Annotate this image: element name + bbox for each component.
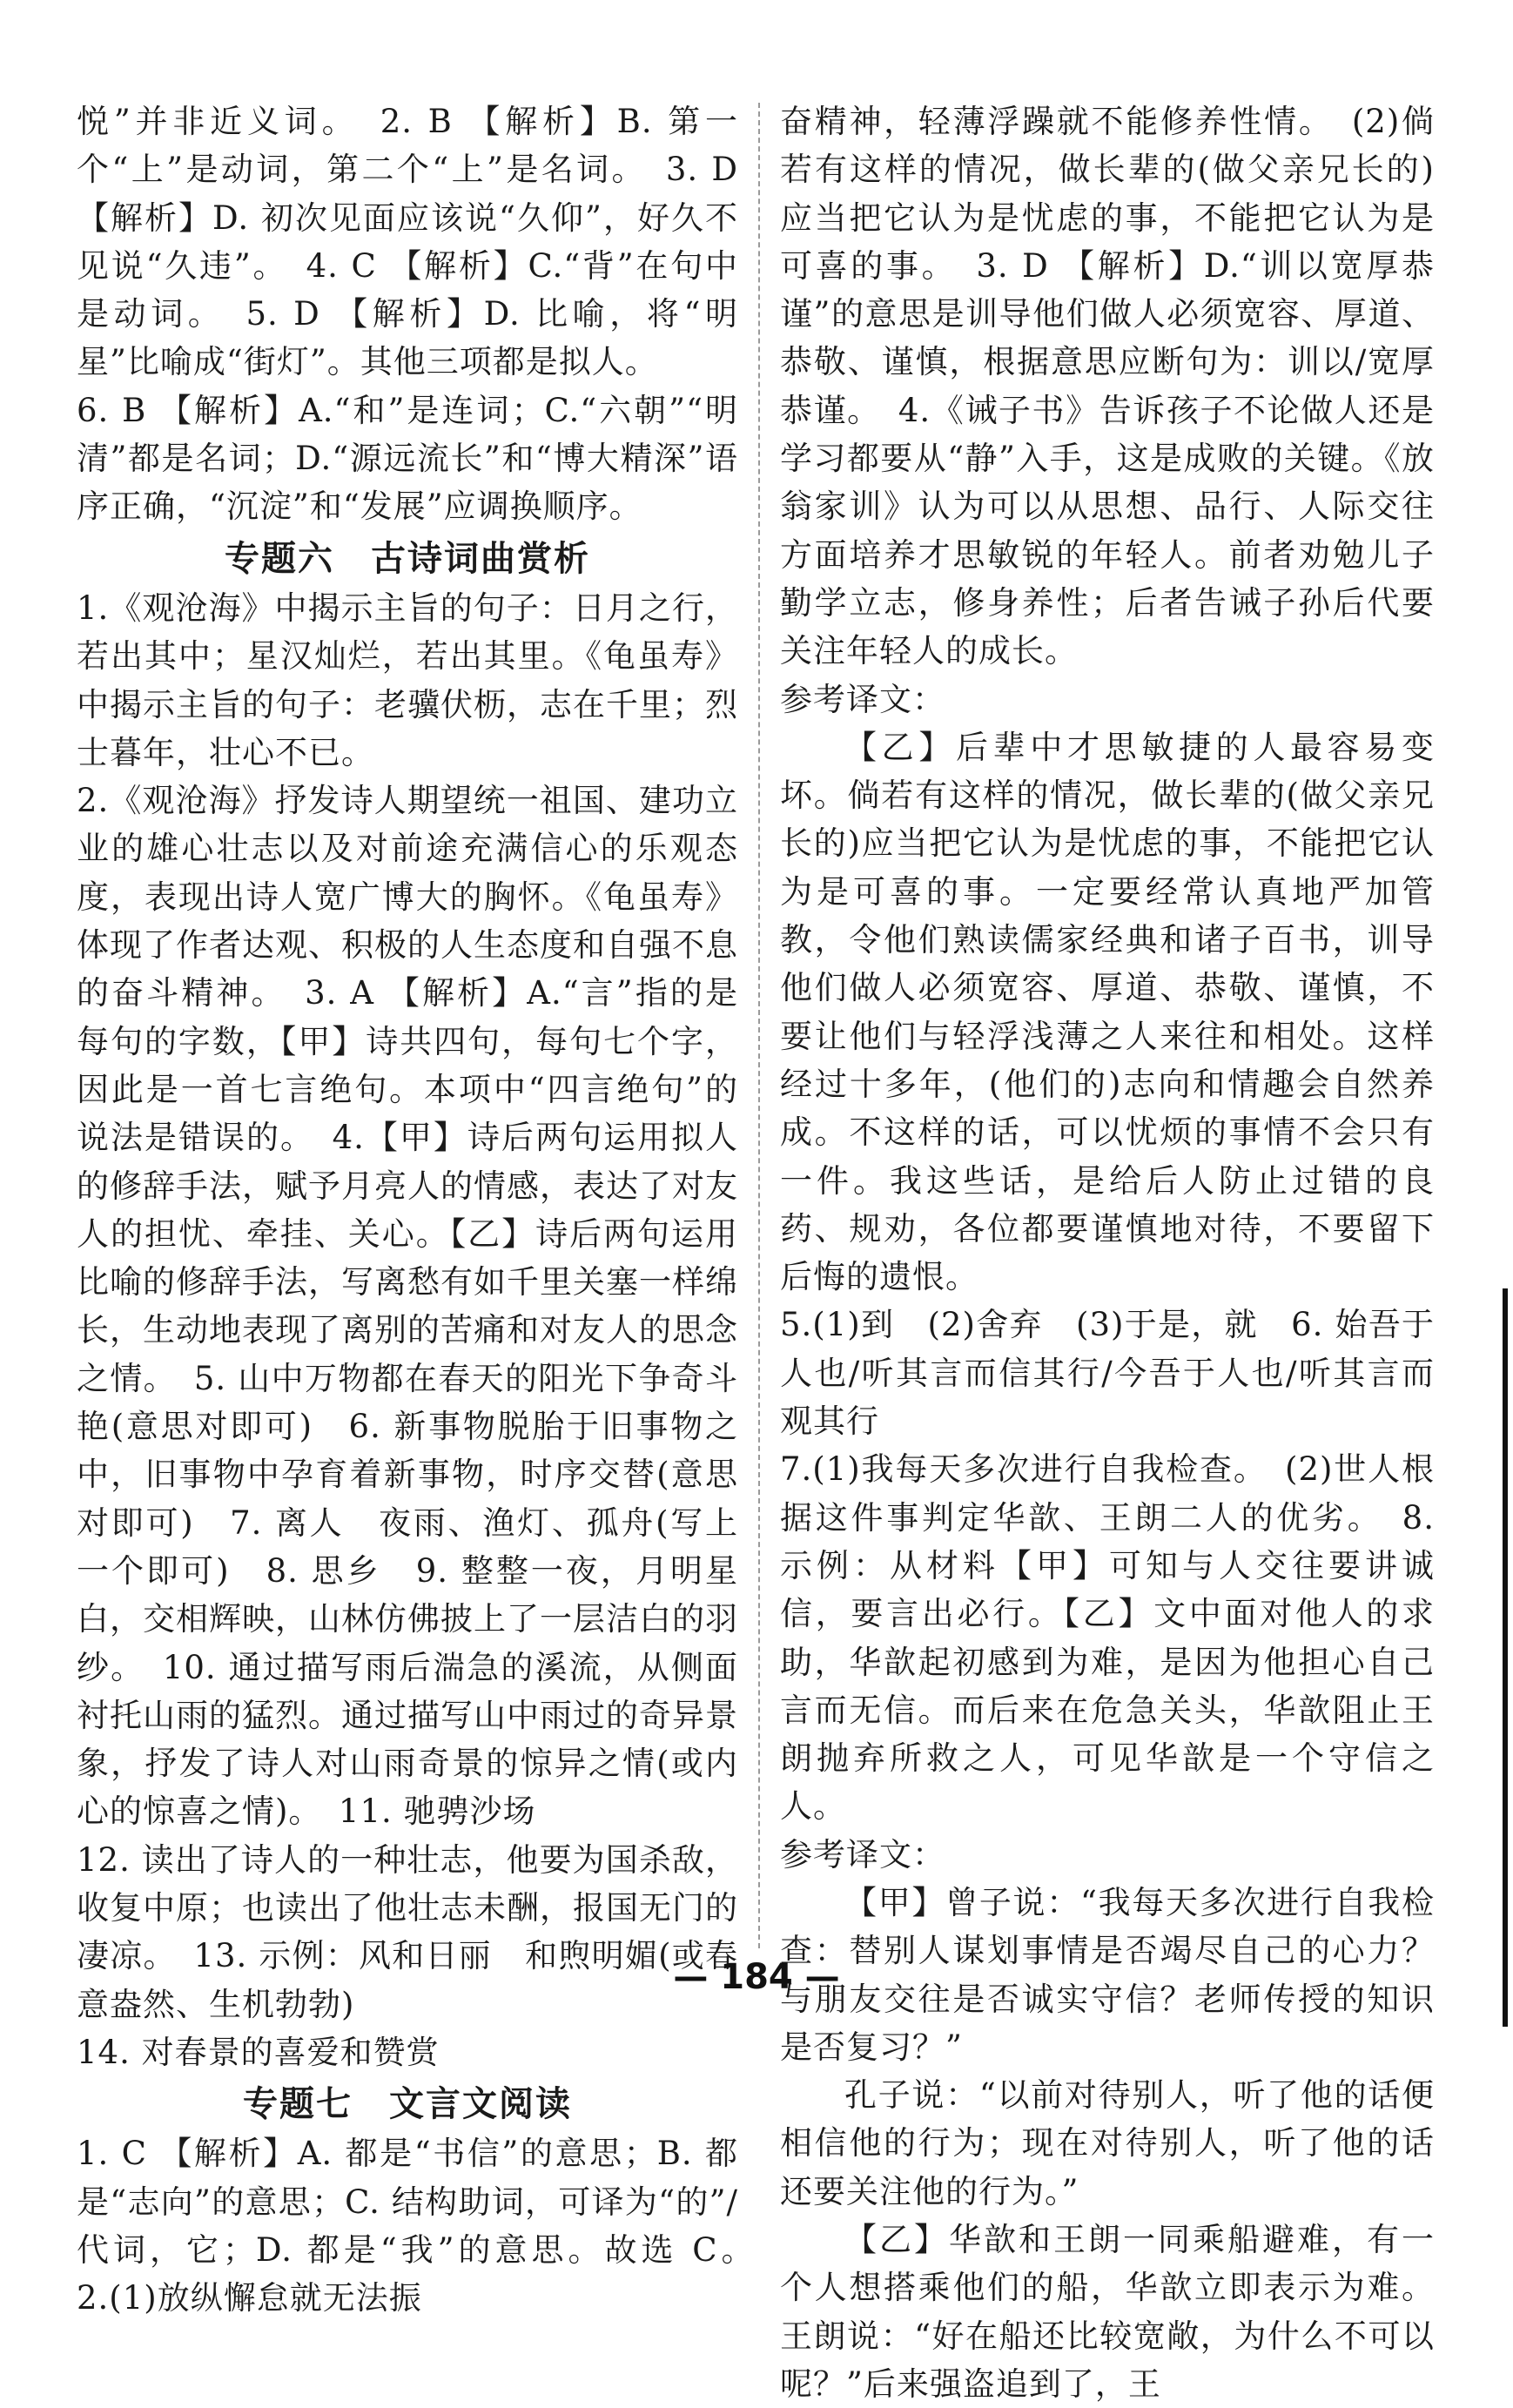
- answer-block: 12. 读出了诗人的一种壮志，他要为国杀敌，收复中原；也读出了他壮志未酬，报国无门的凄凉。 13. 示例：风和日丽 和煦明媚(或春意盎然、生机勃勃): [77, 1840, 738, 2023]
- answer-block: 14. 对春景的喜爱和赞赏: [77, 2033, 440, 2071]
- answer-block: 7.(1)我每天多次进行自我检查。 (2)世人根据这件事判定华歆、王朗二人的优劣。 8. 示例：从材料【甲】可知与人交往要讲诚信，要言出必行。【乙】文中面对他人的求助，华歆起初感到为难，是因为他担心自己言而无信。而后来在危急关头，华歆阻止王朗抛弃所救之人，可见华歆是一个守信之人。: [780, 1450, 1435, 1826]
- translation-paragraph: 【乙】华歆和王朗一同乘船避难，有一个人想搭乘他们的船，华歆立即表示为难。王朗说：“好在船还比较宽敞，为什么不可以呢？”后来强盗追到了，王: [780, 2221, 1435, 2403]
- answer-block: 6. B 【解析】A.“和”是连词；C.“六朝”“明清”都是名词；D.“源远流长”和“博大精深”语序正确，“沉淀”和“发展”应调换顺序。: [77, 391, 738, 526]
- answer-block: 奋精神，轻薄浮躁就不能修养性情。 (2)倘若有这样的情况，做长辈的(做父亲兄长的)应当把它认为是忧虑的事，不能把它认为是可喜的事。 3. D 【解析】D.“训以宽厚恭谨”的意思是训导他们做人必须宽容、厚道、恭敬、谨慎，根据意思应断句为：训以/宽厚恭谨。 4.《诫子书》告诉孩子不论做人还是学习都要从“静”入手，这是成败的关键。《放翁家训》认为可以从思想、品行、人际交往方面培养才思敏锐的年轻人。前者劝勉儿子勤学立志，修身养性；后者告诫子孙后代要关注年轻人的成长。: [780, 103, 1435, 670]
- translation-paragraph: 孔子说：“以前对待别人，听了他的话便相信他的行为；现在对待别人，听了他的话还要关注他的行为。”: [780, 2076, 1435, 2210]
- translation-paragraph: 【乙】后辈中才思敏捷的人最容易变坏。倘若有这样的情况，做长辈的(做父亲兄长的)应当把它认为是忧虑的事，不能把它认为是可喜的事。一定要经常认真地严加管教，令他们熟读儒家经典和诸子百书，训导他们做人必须宽容、厚道、恭敬、谨慎，不要让他们与轻浮浅薄之人来往和相处。这样经过十多年，(他们的)志向和情趣会自然养成。不这样的话，可以忧烦的事情不会只有一件。我这些话，是给后人防止过错的良药、规劝，各位都要谨慎地对待，不要留下后悔的遗恨。: [780, 728, 1435, 1296]
- column-divider: [758, 103, 760, 1948]
- reference-translation-label: 参考译文：: [780, 1835, 945, 1873]
- page-edge-shadow: [1503, 1288, 1508, 2027]
- page-number: — 184 —: [673, 1957, 840, 1997]
- answer-block: 悦”并非近义词。 2. B 【解析】B. 第一个“上”是动词，第二个“上”是名词。 3. D 【解析】D. 初次见面应该说“久仰”，好久不见说“久违”。 4. C 【解析】C.“背”在句中是动词。 5. D 【解析】D. 比喻，将“明星”比喻成“街灯”。其他三项都是拟人。: [77, 103, 738, 381]
- section-title-7: 专题七 文言文阅读: [243, 2083, 572, 2125]
- answer-block: 5.(1)到 (2)舍弃 (3)于是，就 6. 始吾于人也/听其言而信其行/今吾于人也/听其言而观其行: [780, 1306, 1435, 1441]
- reference-translation-label: 参考译文：: [780, 680, 945, 718]
- answer-block: 1.《观沧海》中揭示主旨的句子：日月之行，若出其中；星汉灿烂，若出其里。《龟虽寿》中揭示主旨的句子：老骥伏枥，志在千里；烈士暮年，壮心不已。: [77, 589, 738, 771]
- answer-block: 2.《观沧海》抒发诗人期望统一祖国、建功立业的雄心壮志以及对前途充满信心的乐观态度，表现出诗人宽广博大的胸怀。《龟虽寿》体现了作者达观、积极的人生态度和自强不息的奋斗精神。 3. A 【解析】A.“言”指的是每句的字数，【甲】诗共四句，每句七个字，因此是一首七言绝句。本项中“四言绝句”的说法是错误的。 4.【甲】诗后两句运用拟人的修辞手法，赋予月亮人的情感，表达了对友人的担忧、牵挂、关心。【乙】诗后两句运用比喻的修辞手法，写离愁有如千里关塞一样绵长，生动地表现了离别的苦痛和对友人的思念之情。 5. 山中万物都在春天的阳光下争奇斗艳(意思对即可) 6. 新事物脱胎于旧事物之中，旧事物中孕育着新事物，时序交替(意思对即可) 7. 离人 夜雨、渔灯、孤舟(写上一个即可) 8. 思乡 9. 整整一夜，月明星白，交相辉映，山林仿佛披上了一层洁白的羽纱。 10. 通过描写雨后湍急的溪流，从侧面衬托山雨的猛烈。通过描写山中雨过的奇异景象，抒发了诗人对山雨奇景的惊异之情(或内心的惊喜之情)。 11. 驰骋沙场: [77, 782, 738, 1831]
- answer-block: 1. C 【解析】A. 都是“书信”的意思；B. 都是“志向”的意思；C. 结构助词，可译为“的”/代词，它；D. 都是“我”的意思。故选 C。 2.(1)放纵懈怠就无法振: [77, 2135, 771, 2317]
- translation-paragraph: 【甲】曾子说：“我每天多次进行自我检查：替别人谋划事情是否竭尽自己的心力？与朋友交往是否诚实守信？老师传授的知识是否复习？”: [780, 1883, 1435, 2066]
- section-title-6: 专题六 古诗词曲赏析: [225, 537, 590, 579]
- right-column: [780, 98, 1435, 2408]
